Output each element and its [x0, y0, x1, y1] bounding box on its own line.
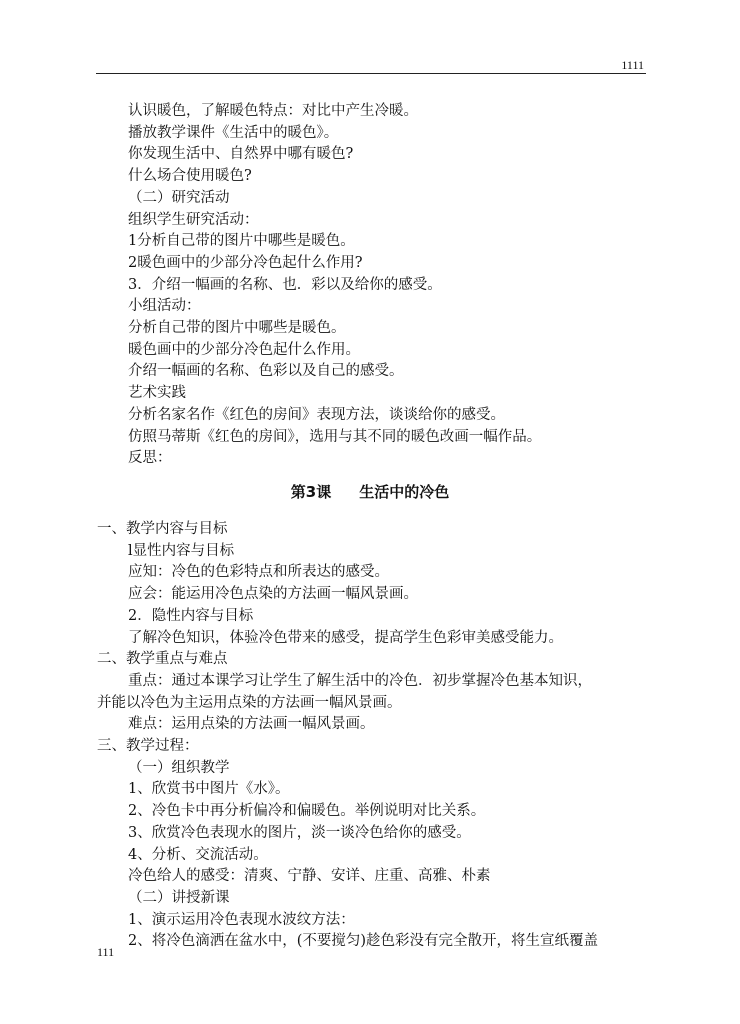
lesson-name: 生活中的冷色: [359, 483, 450, 501]
text-line: 应会：能运用冷色点染的方法画一幅风景画。: [128, 586, 418, 603]
text-line: 仿照马蒂斯《红色的房间》，选用与其不同的暖色改画一幅作品。: [128, 428, 542, 445]
text-line: 一、教学内容与目标: [97, 521, 228, 537]
header-rule: [96, 73, 646, 74]
text-line: 2、冷色卡中再分析偏冷和偏暖色。举例说明对比关系。: [128, 803, 486, 820]
text-line: 难点：运用点染的方法画一幅风景画。: [128, 716, 375, 733]
text-line: 3．介绍一幅画的名称、也．彩以及给你的感受。: [128, 276, 442, 293]
text-line: 你发现生活中、自然界中哪有暖色?: [128, 146, 354, 163]
text-line: 1、演示运用冷色表现水波纹方法：: [128, 911, 355, 928]
text-line: 2．隐性内容与目标: [128, 607, 254, 624]
text-line: 2暖色画中的少部分冷色起什么作用?: [128, 254, 363, 271]
text-line: 分析自己带的图片中哪些是暖色。: [128, 320, 346, 336]
text-line: 应知：冷色的色彩特点和所表达的感受。: [128, 564, 389, 581]
text-line: （二）研究活动: [128, 189, 230, 206]
text-line: （一）组织教学: [128, 759, 230, 776]
text-line: 小组活动：: [128, 298, 201, 315]
text-line: 冷色给人的感受：清爽、宁静、安详、庄重、高雅、朴素: [128, 868, 491, 885]
text-line: 分析名家名作《红色的房间》表现方法，谈谈给你的感受。: [128, 406, 505, 423]
text-line: 1、欣赏书中图片《水》。: [128, 781, 290, 798]
text-line: 2、将冷色滴洒在盆水中，(不要搅匀)趁色彩没有完全散开，将生宣纸覆盖: [128, 933, 599, 950]
text-line: 三、教学过程：: [97, 738, 199, 754]
text-line: 1分析自己带的图片中哪些是暖色。: [128, 233, 355, 250]
text-line: 认识暖色，了解暖色特点：对比中产生冷暖。: [128, 103, 418, 119]
lesson-title: [0, 481, 740, 502]
text-line: 反思：: [128, 450, 172, 467]
lesson-number: 第3课: [290, 483, 332, 501]
page-footer-number: 111: [97, 945, 115, 959]
text-line: 重点：通过本课学习让学生了解生活中的冷色．初步掌握冷色基本知识，: [128, 672, 592, 689]
text-line: 什么场合使用暖色?: [128, 168, 252, 185]
text-line: 二、教学重点与难点: [97, 651, 228, 668]
page-header-number: 1111: [621, 58, 644, 72]
text-line: 3、欣赏冷色表现水的图片，淡一谈冷色给你的感受。: [128, 824, 471, 841]
text-line: 组织学生研究活动：: [128, 211, 259, 228]
text-line: （二）讲授新课: [128, 889, 230, 906]
text-line: 介绍一幅画的名称、色彩以及自己的感受。: [128, 363, 404, 380]
text-line: 艺术实践: [128, 385, 186, 402]
text-line: 4、分析、交流活动。: [128, 846, 268, 863]
text-line: 播放教学课件《生活中的暖色》。: [128, 124, 339, 141]
text-line: 并能以冷色为主运用点染的方法画一幅风景画。: [97, 694, 402, 711]
text-line: 暖色画中的少部分冷色起什么作用。: [128, 341, 360, 358]
text-line: 了解冷色知识，体验冷色带来的感受，提高学生色彩审美感受能力。: [128, 629, 563, 646]
text-line: l显性内容与目标: [128, 542, 235, 559]
